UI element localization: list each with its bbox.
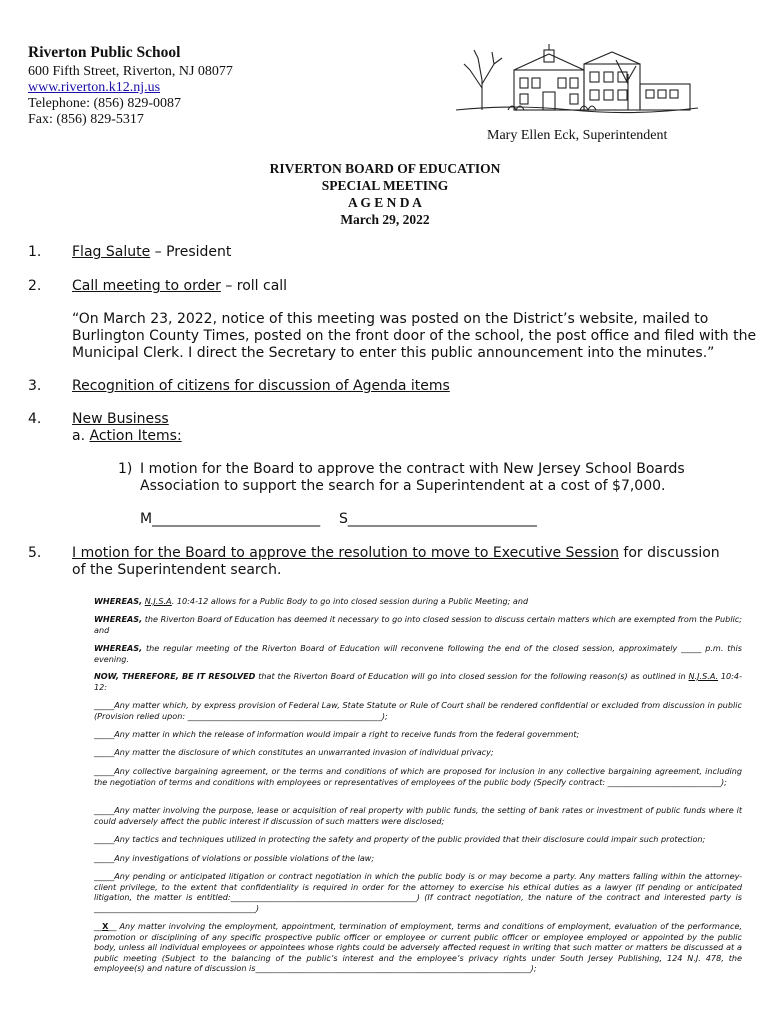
board-title: RIVERTON BOARD OF EDUCATION (269, 161, 501, 176)
action-items-title: Action Items: (89, 428, 182, 444)
employment-checkmark: X (102, 921, 109, 931)
motion-1-line-2: Association to support the search for a Superintendent at a cost of $7,000. (140, 478, 666, 494)
item-2-detail: – roll call (220, 278, 288, 294)
item-5-line-2: of the Superintendent search. (72, 562, 282, 578)
item-1-detail: – President (150, 244, 232, 260)
reason-employment (94, 921, 742, 974)
action-items-letter: a. (72, 428, 86, 444)
now-therefore-end: 10:4-12: (94, 671, 743, 692)
item-4-number: 4. (28, 411, 42, 427)
reason-investigations: _____Any investigations of violations or possible violations of the law; (94, 853, 375, 863)
school-telephone: Telephone: (856) 829-0087 (28, 96, 181, 111)
whereas-1-ref: N.J.S.A (144, 596, 172, 606)
reason-federal-law: _____Any matter which, by express provision of Federal Law, State Statute or Rule of Court shall be rendered confidential or excluded from discussion in public (Provision relied upon: ________________________________________________); (94, 700, 742, 721)
motion-line[interactable]: M________________________ (140, 511, 321, 527)
school-building-logo (452, 40, 702, 120)
resolution-now-therefore (94, 671, 742, 692)
public-notice-line-3: Municipal Clerk. I direct the Secretary to enter this public announcement into the minutes.” (72, 345, 715, 361)
item-1-title: Flag Salute (72, 244, 151, 260)
item-5 (72, 545, 720, 561)
whereas-2-text: the Riverton Board of Education has deemed it necessary to go into closed session to discuss certain matters which are exempted from the Public; and (94, 614, 742, 635)
meeting-type: SPECIAL MEETING (321, 178, 449, 193)
item-5-number: 5. (28, 545, 42, 561)
agenda-heading: A G E N D A (348, 195, 422, 210)
action-items-heading (72, 428, 182, 444)
whereas-2-label: WHEREAS, (94, 614, 143, 624)
whereas-1-text: . 10:4-12 allows for a Public Body to go into closed session during a Public Meeting; and (171, 596, 529, 606)
now-therefore-label: NOW, THEREFORE, BE IT RESOLVED (94, 671, 256, 681)
whereas-1-label: WHEREAS, (94, 596, 143, 606)
school-address: 600 Fifth Street, Riverton, NJ 08077 (28, 64, 233, 79)
item-2-number: 2. (28, 278, 42, 294)
item-5-detail: for discussion (618, 545, 720, 561)
now-therefore-text: that the Riverton Board of Education will go into closed session for the following reason(s) as outlined in (255, 671, 689, 681)
now-therefore-ref: N.J.S.A. (688, 671, 719, 681)
public-notice-line-2: Burlington County Times, posted on the front door of the school, the post office and filed with the (72, 328, 757, 344)
second-line[interactable]: S___________________________ (339, 511, 537, 527)
resolution-whereas-1 (94, 596, 742, 607)
reason-privacy: _____Any matter the disclosure of which constitutes an unwarranted invasion of individual privacy; (94, 747, 494, 757)
school-fax: Fax: (856) 829-5317 (28, 112, 144, 127)
item-3-number: 3. (28, 378, 42, 394)
public-notice-line-1: “On March 23, 2022, notice of this meeting was posted on the District’s website, mailed to (72, 311, 709, 327)
item-1-number: 1. (28, 244, 42, 260)
reason-litigation: _____Any pending or anticipated litigation or contract negotiation in which the public body is or may become a party. Any matters falling within the attorney-client privilege, to the extent that confidentiality is required in order for the attorney to exercise his ethical duties as a lawyer (If pending or anticipated litigation, the matter is entitled:______________________________________________) (If contract negotiation, the nature of the contract and interested party is ________________________________________) (94, 871, 742, 913)
superintendent-name: Mary Ellen Eck, Superintendent (487, 128, 668, 143)
motion-1-line-1: I motion for the Board to approve the contract with New Jersey School Boards (140, 461, 685, 477)
resolution-whereas-3 (94, 643, 742, 664)
motion-1-number: 1) (118, 461, 133, 477)
item-1 (72, 244, 231, 260)
item-3-title: Recognition of citizens for discussion of Agenda items (72, 378, 450, 394)
reason-collective-bargaining: _____Any collective bargaining agreement, or the terms and conditions of which are proposed for inclusion in any collective bargaining agreement, including the negotiation of terms and conditions with employees or representatives of employees of the public body (Specify contract: ____________________________); (94, 766, 742, 787)
item-2 (72, 278, 287, 294)
employment-prefix: __ (94, 921, 103, 931)
employment-text: __ Any matter involving the employment, appointment, termination of employment, terms and conditions of employment, evaluation of the performance, promotion or disciplining of any specific prospective public officer or employee or current public officer or employee employed or appointed by the public body, unless all individual employees or appointees whose rights could be adversely affected request in writing that such matter or matters be discussed at a public meeting (Subject to the balancing of the public’s interest and the employee’s privacy rights under South Jersey Publishing, 124 N.J. 478, the employee(s) and nature of discussion is____________________________________________________________________); (94, 921, 742, 974)
reason-safety: _____Any tactics and techniques utilized in protecting the safety and property of the public provided that their disclosure could impair such protection; (94, 834, 706, 844)
meeting-date: March 29, 2022 (340, 212, 430, 227)
school-name: Riverton Public School (28, 44, 181, 61)
resolution-whereas-2 (94, 614, 742, 635)
item-4-title: New Business (72, 411, 169, 427)
reason-federal-funds: _____Any matter in which the release of information would impair a right to receive funds from the federal government; (94, 729, 580, 739)
school-website-link[interactable]: www.riverton.k12.nj.us (28, 80, 161, 95)
item-5-title: I motion for the Board to approve the resolution to move to Executive Session (72, 545, 619, 561)
whereas-3-text: the regular meeting of the Riverton Board of Education will reconvene following the end of the closed session, approximately _____ p.m. this evening. (94, 643, 742, 664)
item-2-title: Call meeting to order (72, 278, 221, 294)
reason-real-property: _____Any matter involving the purpose, lease or acquisition of real property with public funds, the setting of bank rates or investment of public funds where it could adversely affect the public interest if discussion of such matters were disclosed; (94, 805, 742, 826)
whereas-3-label: WHEREAS, (94, 643, 143, 653)
